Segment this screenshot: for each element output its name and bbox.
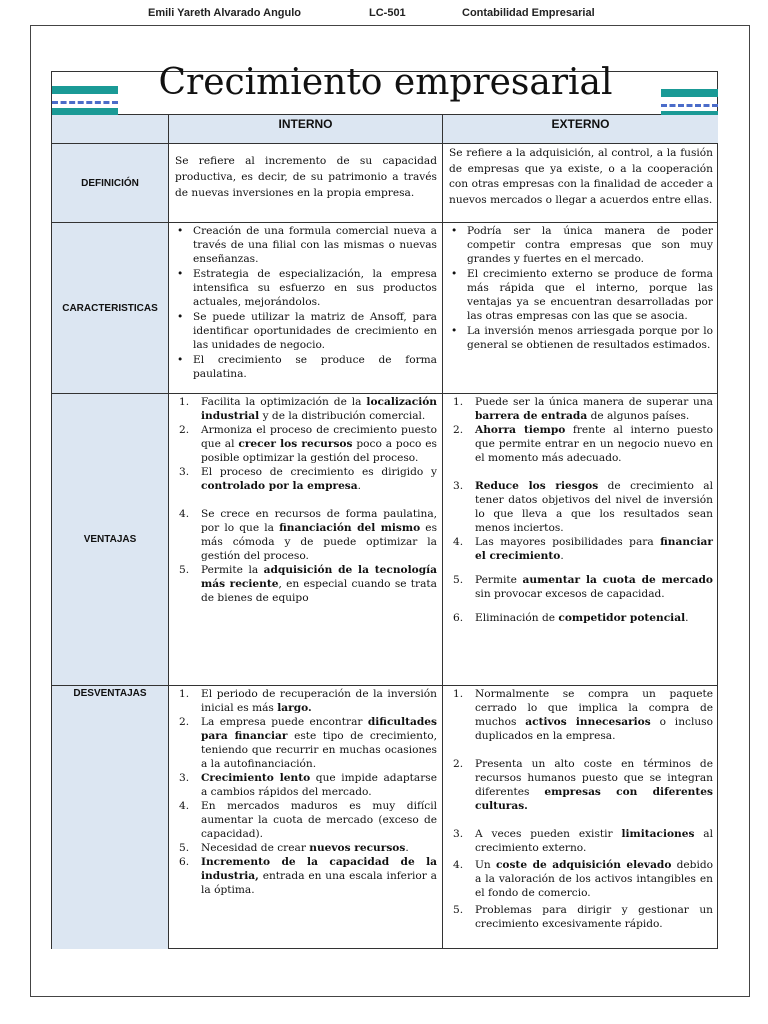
page-header: [0, 7, 768, 23]
item-emphasis: barrera de entrada: [475, 410, 588, 422]
item-text-end: este tipo de crecimiento, teniendo que recurrir en muchas ocasiones a la autofinanciación.: [201, 730, 437, 770]
list-item: [175, 771, 437, 799]
list-item: [449, 611, 713, 625]
item-text: Presenta un alto coste en términos de recursos humanos puesto que se integran diferentes: [475, 758, 713, 798]
list-item: • Podría ser la única manera de poder competir contra empresas que son muy grandes y fuertes en el mercado.: [449, 224, 713, 266]
item-number: 2.: [453, 758, 464, 770]
document-title: Crecimiento empresarial: [158, 62, 613, 103]
item-number: 6.: [179, 856, 190, 868]
item-emphasis: Incremento de la capacidad de la industria,: [201, 856, 437, 882]
item-text: Necesidad de crear: [201, 842, 310, 854]
item-number: 4.: [179, 800, 190, 812]
ventajas-externo: [443, 394, 718, 686]
item-emphasis: localización industrial: [201, 396, 437, 422]
item-text: A veces pueden existir: [475, 828, 622, 840]
list-item: [175, 563, 437, 605]
item-number: 6.: [453, 612, 464, 624]
item-number: 5.: [453, 574, 464, 586]
list-item: • El crecimiento externo se produce de forma más rápida que el interno, porque las ventajas ya se encuentran desarrolladas por las otras empresas con las que se asocia.: [449, 267, 713, 323]
ventajas-interno: [169, 394, 443, 686]
list-item: [175, 841, 437, 855]
item-text-end: o incluso duplicados en la empresa.: [475, 716, 713, 742]
corner-cell: [52, 115, 169, 144]
item-text-end: sin provocar excesos de capacidad.: [475, 588, 665, 600]
comparison-table: [51, 62, 718, 949]
left-decoration: [52, 86, 118, 116]
list-item: [175, 687, 437, 715]
item-text-end: .: [685, 612, 689, 624]
column-header-interno: INTERNO: [169, 115, 443, 144]
definicion-externo: Se refiere a la adquisición, al control, a la fusión de empresas que ya existe, o a la cooperación con otras empresas con la finalidad de acceder a nuevos mercados o llegar a acuerdos entre ellas.: [443, 144, 718, 223]
item-number: 5.: [179, 564, 190, 576]
list-item: [175, 855, 437, 897]
item-emphasis: competidor potencial: [558, 612, 686, 624]
item-text: Eliminación de: [475, 612, 559, 624]
course-code: LC-501: [369, 7, 406, 19]
item-text: Permite: [475, 574, 523, 586]
item-text-end: poco a poco es posible optimizar la gestión del proceso.: [201, 438, 437, 464]
row-label-caracteristicas: CARACTERISTICAS: [52, 223, 169, 394]
item-text-end: debido a la valoración de los activos intangibles en el fondo de comercio.: [475, 859, 714, 899]
item-emphasis: financiación del mismo: [279, 522, 421, 534]
list-item: [175, 507, 437, 563]
item-text: El proceso de crecimiento es dirigido y: [201, 466, 437, 478]
item-emphasis: Ahorra tiempo: [475, 424, 566, 436]
desventajas-externo: [443, 686, 718, 949]
item-text: Permite la: [201, 564, 264, 576]
item-number: 1.: [453, 396, 464, 408]
author-name: Emili Yareth Alvarado Angulo: [148, 7, 302, 19]
list-item: [449, 423, 713, 465]
item-emphasis: controlado por la empresa: [201, 480, 358, 492]
item-emphasis: dificultades para financiar: [201, 716, 437, 742]
item-number: 2.: [453, 424, 464, 436]
item-emphasis: aumentar la cuota de mercado: [522, 574, 713, 586]
item-text-end: .: [560, 550, 564, 562]
list-item: [175, 465, 437, 493]
list-item: • Se puede utilizar la matriz de Ansoff, para identificar oportunidades de crecimiento en las unidades de negocio.: [175, 310, 437, 352]
item-text-end: de algunos países.: [587, 410, 690, 422]
item-number: 3.: [453, 828, 464, 840]
item-number: 5.: [179, 842, 190, 854]
item-emphasis: Crecimiento lento: [201, 772, 311, 784]
item-text-end: al crecimiento externo.: [475, 828, 713, 854]
item-emphasis: nuevos recursos: [309, 842, 406, 854]
list-item: [449, 395, 713, 423]
item-text: Un: [475, 859, 496, 871]
desventajas-interno: [169, 686, 443, 949]
item-emphasis: empresas con diferentes culturas.: [475, 786, 713, 812]
item-emphasis: adquisición de la tecnología más reciente: [201, 564, 437, 590]
item-text-end: entrada en una escala inferior a la óptima.: [201, 870, 437, 896]
list-item: [449, 858, 713, 900]
item-text: Se crece en recursos de forma paulatina, por lo que la: [201, 508, 437, 534]
item-number: 4.: [453, 859, 464, 871]
item-text-end: que impide adaptarse a cambios rápidos del mercado.: [201, 772, 438, 798]
list-item: [175, 395, 437, 423]
item-text: Normalmente se compra un paquete cerrado lo que implica la compra de muchos: [475, 688, 713, 728]
row-label-definicion: DEFINICIÓN: [52, 144, 169, 223]
item-number: 4.: [453, 536, 464, 548]
row-label-desventajas: DESVENTAJAS: [52, 686, 169, 949]
caracteristicas-interno: [169, 223, 443, 394]
item-number: 5.: [453, 904, 464, 916]
item-text-end: .: [357, 480, 362, 492]
item-number: 4.: [179, 508, 190, 520]
item-number: 2.: [179, 424, 190, 436]
list-item: [449, 757, 713, 813]
item-text-end: , en especial cuando se trata de bienes de equipo: [201, 578, 437, 604]
list-item: [175, 423, 437, 465]
item-emphasis: limitaciones: [621, 828, 695, 840]
item-text-end: de crecimiento al tener datos objetivos del nivel de inversión lo que lleva a que los resultados sean menos inciertos.: [475, 480, 713, 534]
item-text-end: frente al interno puesto que permite entrar en un negocio nuevo en el momento más adecuado.: [475, 424, 713, 464]
item-number: 3.: [179, 772, 190, 784]
list-item: [449, 479, 713, 535]
list-item: [449, 827, 713, 855]
item-text: El periodo de recuperación de la inversión inicial es más: [201, 688, 437, 714]
item-text: Problemas para dirigir y gestionar un crecimiento excesivamente rápido.: [475, 904, 713, 930]
list-item: [449, 535, 713, 563]
caracteristicas-externo: [443, 223, 718, 394]
list-item: • Estrategia de especialización, la empresa intensifica su esfuerzo en sus productos actuales, mejorándolos.: [175, 267, 437, 309]
title-cell: [52, 62, 718, 115]
list-item: • Creación de una formula comercial nueva a través de una filial con las mismas o nuevas enseñanzas.: [175, 224, 437, 266]
item-emphasis: financiar el crecimiento: [475, 536, 713, 562]
item-emphasis: largo.: [277, 702, 312, 714]
list-item: [175, 799, 437, 841]
column-header-externo: EXTERNO: [443, 115, 718, 144]
item-emphasis: activos innecesarios: [525, 716, 651, 728]
item-number: 3.: [453, 480, 464, 492]
list-item: [175, 715, 437, 771]
item-number: 1.: [179, 396, 190, 408]
definicion-interno: Se refiere al incremento de su capacidad productiva, es decir, de su patrimonio a través de nuevas inversiones en la propia empresa.: [169, 144, 443, 223]
course-name: Contabilidad Empresarial: [462, 7, 595, 19]
item-number: 2.: [179, 716, 190, 728]
item-number: 3.: [179, 466, 190, 478]
list-item: [449, 903, 713, 931]
item-text-end: es más cómoda y de puede optimizar la gestión del proceso.: [201, 522, 438, 562]
item-text-end: .: [405, 842, 409, 854]
item-text: En mercados maduros es muy difícil aumentar la cuota de mercado (exceso de capacidad).: [201, 800, 437, 840]
item-number: 1.: [179, 688, 190, 700]
list-item: • La inversión menos arriesgada porque por lo general se obtienen de resultados estimados.: [449, 324, 713, 352]
list-item: [449, 687, 713, 743]
item-text: Armoniza el proceso de crecimiento puesto que al: [201, 424, 437, 450]
item-emphasis: coste de adquisición elevado: [495, 859, 672, 871]
list-item: [449, 573, 713, 601]
item-text: La empresa puede encontrar: [201, 716, 368, 728]
item-emphasis: Reduce los riesgos: [475, 480, 599, 492]
item-text-end: y de la distribución comercial.: [259, 410, 426, 422]
item-text: Puede ser la única manera de superar una: [475, 396, 713, 408]
item-text: Las mayores posibilidades para: [475, 536, 661, 548]
row-label-ventajas: VENTAJAS: [52, 394, 169, 686]
item-emphasis: crecer los recursos: [238, 438, 353, 450]
list-item: • El crecimiento se produce de forma paulatina.: [175, 353, 437, 381]
item-text: Facilita la optimización de la: [201, 396, 367, 408]
item-number: 1.: [453, 688, 464, 700]
